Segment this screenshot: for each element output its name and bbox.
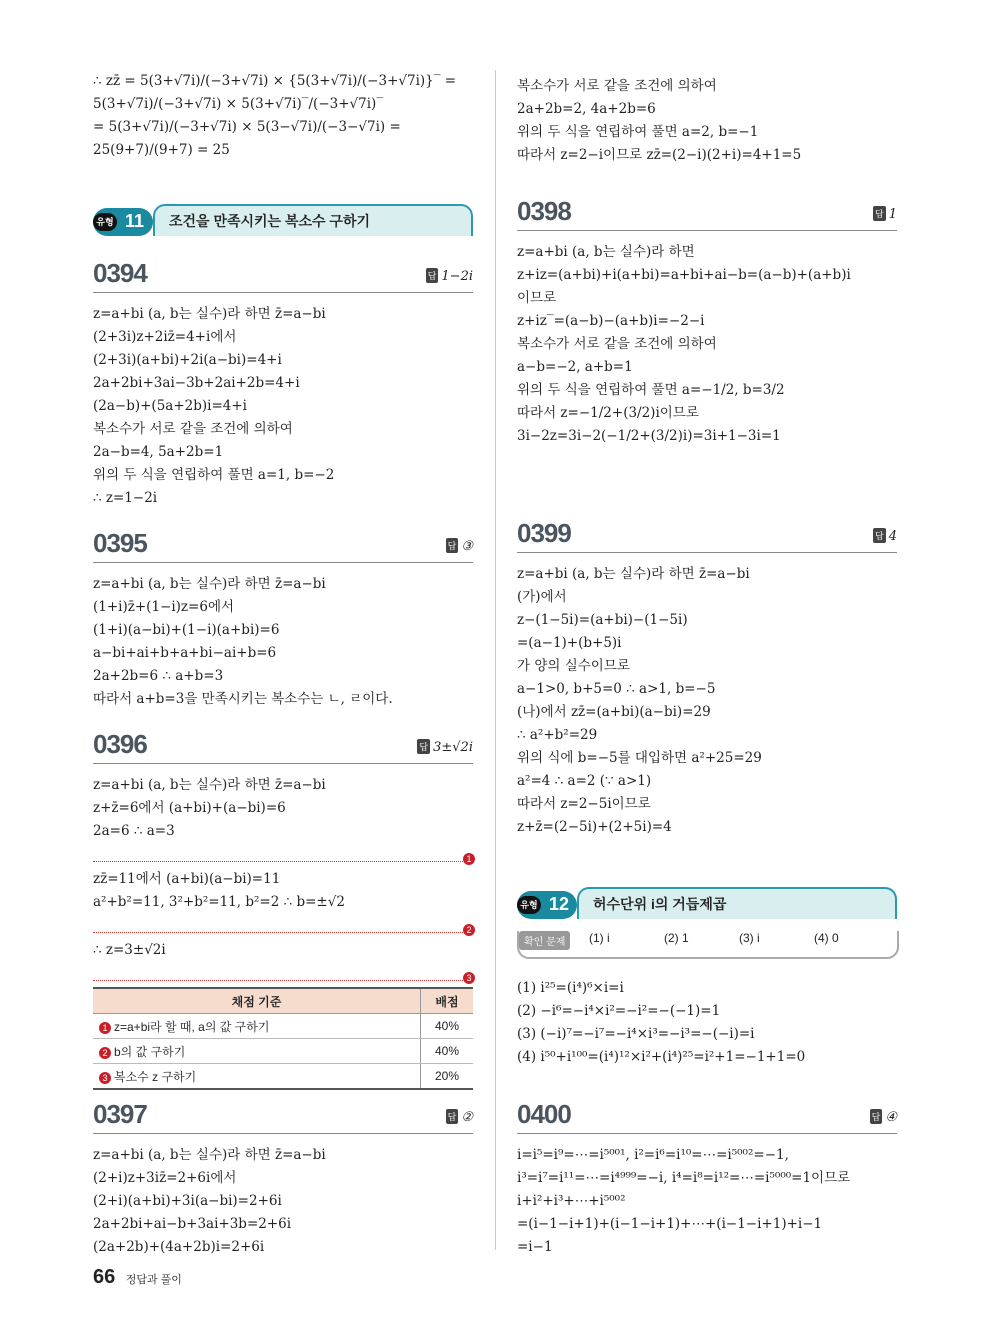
header-criteria: 채점 기준 bbox=[93, 988, 421, 1014]
problem-number: 0397 bbox=[93, 1099, 147, 1129]
solution-line: z−(1−5i)=(a+bi)−(1−5i) bbox=[517, 612, 688, 628]
solution-body bbox=[517, 241, 897, 448]
step-marker: 1 bbox=[463, 853, 475, 865]
solution-line: 2a=6 ∴ a=3 bbox=[93, 823, 175, 839]
solution-line: a−bi+ai+b+a+bi−ai+b=6 bbox=[93, 645, 277, 661]
solution-line: =i−1 bbox=[517, 1239, 553, 1255]
part-2 bbox=[93, 868, 473, 914]
problem-0397 bbox=[93, 1099, 473, 1259]
step-divider bbox=[93, 966, 472, 983]
solution-line: 따라서 a+b=3을 만족시키는 복소수는 ㄴ, ㄹ이다. bbox=[93, 691, 393, 707]
table-row: 1 z=a+bi라 할 때, a의 값 구하기 40% bbox=[93, 1014, 473, 1039]
solution-line: =(i−1−i+1)+(i−1−i+1)+⋯+(i−1−i+1)+i−1 bbox=[517, 1216, 823, 1232]
solution-line: (2+3i)(a+bi)+2i(a−bi)=4+i bbox=[93, 352, 282, 368]
solution-line: (1+i)(a−bi)+(1−i)(a+bi)=6 bbox=[93, 622, 280, 638]
solution-line: 2a+2b=2, 4a+2b=6 bbox=[517, 101, 656, 117]
solution-line: zz̄=11에서 (a+bi)(a−bi)=11 bbox=[93, 871, 281, 887]
solution-line: 복소수가 서로 같을 조건에 의하여 bbox=[93, 421, 293, 437]
solution-line: 3i−2z=3i−2(−1/2+(3/2)i)=3i+1−3i=1 bbox=[517, 428, 781, 444]
type-12-solution bbox=[517, 977, 897, 1069]
solution-line: z+iz=(a+bi)+i(a+bi)=a+bi+ai−b=(a−b)+(a+b)i bbox=[517, 267, 851, 283]
answer: 답 4 bbox=[875, 529, 897, 544]
solution-line: (2+i)z+3iz̄=2+6i에서 bbox=[93, 1170, 237, 1186]
intro-solution bbox=[93, 70, 473, 162]
problem-0394 bbox=[93, 258, 473, 510]
solution-line: (가)에서 bbox=[517, 589, 567, 605]
type-number: 12 bbox=[549, 894, 570, 914]
solution-line: z+z̄=6에서 (a+bi)+(a−bi)=6 bbox=[93, 800, 286, 816]
solution-line: (2+i)(a+bi)+3i(a−bi)=2+6i bbox=[93, 1193, 282, 1209]
solution-line: z=a+bi (a, b는 실수)라 하면 bbox=[517, 244, 695, 260]
problem-number: 0400 bbox=[517, 1099, 571, 1129]
problem-number: 0396 bbox=[93, 729, 147, 759]
solution-line: z=a+bi (a, b는 실수)라 하면 z̄=a−bi bbox=[93, 306, 326, 322]
solution-line: 2a+2bi+3ai−3b+2ai+2b=4+i bbox=[93, 375, 300, 391]
check-label: 확인 문제 bbox=[519, 931, 570, 950]
solution-line: 따라서 z=2−5i이므로 bbox=[517, 796, 651, 812]
solution-body bbox=[93, 303, 473, 510]
solution-line: (2) −i⁶=−i⁴×i²=−i²=−(−1)=1 bbox=[517, 1003, 721, 1019]
step-marker: 2 bbox=[463, 924, 475, 936]
column-divider bbox=[495, 70, 496, 1250]
solution-line: (4) i⁵⁰+i¹⁰⁰=(i⁴)¹²×i²+(i⁴)²⁵=i²+1=−1+1=0 bbox=[517, 1049, 806, 1065]
solution-line: a²+b²=11, 3²+b²=11, b²=2 ∴ b=±√2 bbox=[93, 894, 345, 910]
problem-number: 0395 bbox=[93, 528, 147, 558]
solution-body bbox=[93, 573, 473, 711]
type-title: 조건을 만족시키는 복소수 구하기 bbox=[153, 204, 473, 236]
solution-line: i+i²+i³+⋯+i⁵⁰⁰² bbox=[517, 1193, 626, 1209]
solution-body bbox=[517, 1144, 897, 1259]
solution-line: i³=i⁷=i¹¹=⋯=i⁴⁹⁹⁹=−i, i⁴=i⁸=i¹²=⋯=i⁵⁰⁰⁰=1이므로 bbox=[517, 1170, 851, 1186]
check-item: (1) i bbox=[589, 931, 610, 945]
solution-line: 따라서 z=−1/2+(3/2)i이므로 bbox=[517, 405, 699, 421]
solution-line: (2a+2b)+(4a+2b)i=2+6i bbox=[93, 1239, 265, 1255]
problem-number: 0394 bbox=[93, 258, 147, 288]
answer: 답 ③ bbox=[447, 539, 473, 554]
solution-line: z+iz‾=(a−b)−(a+b)i=−2−i bbox=[517, 313, 705, 329]
solution-line: 위의 두 식을 연립하여 풀면 a=2, b=−1 bbox=[517, 124, 759, 140]
solution-line: z=a+bi (a, b는 실수)라 하면 z̄=a−bi bbox=[517, 566, 750, 582]
answer: 답 ④ bbox=[871, 1110, 897, 1125]
intro-solution bbox=[517, 75, 897, 167]
table-row: 3 복소수 z 구하기 20% bbox=[93, 1064, 473, 1090]
part-3 bbox=[93, 939, 473, 962]
problem-0395 bbox=[93, 528, 473, 711]
table-row: 2 b의 값 구하기 40% bbox=[93, 1039, 473, 1064]
type-badge: 유형 bbox=[93, 213, 117, 231]
type-11-header bbox=[93, 204, 473, 236]
solution-line: ∴ a²+b²=29 bbox=[517, 727, 598, 743]
solution-line: 복소수가 서로 같을 조건에 의하여 bbox=[517, 78, 717, 94]
problem-0398 bbox=[517, 196, 897, 448]
header-points: 배점 bbox=[421, 988, 474, 1014]
solution-line: (1) i²⁵=(i⁴)⁶×i=i bbox=[517, 980, 624, 996]
solution-line: 2a+2bi+ai−b+3ai+3b=2+6i bbox=[93, 1216, 292, 1232]
step-divider bbox=[93, 847, 472, 864]
part-1 bbox=[93, 774, 473, 843]
answer: 답 ② bbox=[447, 1110, 473, 1125]
solution-body bbox=[517, 563, 897, 839]
type-number: 11 bbox=[125, 211, 145, 231]
solution-line: z=a+bi (a, b는 실수)라 하면 z̄=a−bi bbox=[93, 576, 326, 592]
solution-line: 위의 두 식을 연립하여 풀면 a=1, b=−2 bbox=[93, 467, 335, 483]
solution-line: z+z̄=(2−5i)+(2+5i)=4 bbox=[517, 819, 672, 835]
type-badge: 유형 bbox=[517, 896, 541, 914]
solution-line: z=a+bi (a, b는 실수)라 하면 z̄=a−bi bbox=[93, 1147, 326, 1163]
solution-line: 위의 두 식을 연립하여 풀면 a=−1/2, b=3/2 bbox=[517, 382, 785, 398]
page-number: 66 bbox=[93, 1266, 116, 1288]
solution-line: 따라서 z=2−i이므로 zz̄=(2−i)(2+i)=4+1=5 bbox=[517, 147, 802, 163]
check-item: (4) 0 bbox=[814, 931, 839, 945]
solution-line: =(a−1)+(b+5)i bbox=[517, 635, 622, 651]
solution-line: z=a+bi (a, b는 실수)라 하면 z̄=a−bi bbox=[93, 777, 326, 793]
grading-table bbox=[93, 987, 473, 1090]
solution-line: a−b=−2, a+b=1 bbox=[517, 359, 633, 375]
problem-number: 0398 bbox=[517, 196, 571, 226]
solution-line: = 5(3+√7i)/(−3+√7i) × 5(3−√7i)/(−3−√7i) = 25(9+7)/(9+7) = 25 bbox=[93, 119, 401, 158]
solution-line: a−1>0, b+5=0 ∴ a>1, b=−5 bbox=[517, 681, 716, 697]
check-problems bbox=[517, 931, 899, 959]
step-marker: 3 bbox=[463, 972, 475, 984]
solution-line: (나)에서 zz̄=(a+bi)(a−bi)=29 bbox=[517, 704, 711, 720]
footer bbox=[93, 1266, 182, 1289]
solution-line: (2+3i)z+2iz̄=4+i에서 bbox=[93, 329, 237, 345]
answer: 답 1−2i bbox=[427, 269, 473, 284]
problem-0399 bbox=[517, 518, 897, 839]
solution-line: (1+i)z̄+(1−i)z=6에서 bbox=[93, 599, 235, 615]
problem-0400 bbox=[517, 1099, 897, 1259]
solution-line: (2a−b)+(5a+2b)i=4+i bbox=[93, 398, 247, 414]
solution-line: 위의 식에 b=−5를 대입하면 a²+25=29 bbox=[517, 750, 762, 766]
solution-line: ∴ z=1−2i bbox=[93, 490, 158, 506]
solution-line: a²=4 ∴ a=2 (∵ a>1) bbox=[517, 773, 652, 789]
check-item: (2) 1 bbox=[664, 931, 689, 945]
footer-label: 정답과 풀이 bbox=[125, 1274, 182, 1286]
solution-body bbox=[93, 1144, 473, 1259]
solution-line: 2a+2b=6 ∴ a+b=3 bbox=[93, 668, 224, 684]
solution-line: 가 양의 실수이므로 bbox=[517, 658, 630, 674]
step-divider bbox=[93, 918, 472, 935]
problem-number: 0399 bbox=[517, 518, 571, 548]
solution-line: ∴ zz̄ = 5(3+√7i)/(−3+√7i) × {5(3+√7i)/(−3+√7i)}‾ = 5(3+√7i)/(−3+√7i) × 5(3+√7i)‾/(−3+√7i)‾ bbox=[93, 73, 457, 112]
check-item: (3) i bbox=[739, 931, 760, 945]
type-12-header bbox=[517, 887, 897, 948]
solution-line: (3) (−i)⁷=−i⁷=−i⁴×i³=−i³=−(−i)=i bbox=[517, 1026, 755, 1042]
solution-line: 복소수가 서로 같을 조건에 의하여 bbox=[517, 336, 717, 352]
solution-line: 2a−b=4, 5a+2b=1 bbox=[93, 444, 224, 460]
solution-line: i=i⁵=i⁹=⋯=i⁵⁰⁰¹, i²=i⁶=i¹⁰=⋯=i⁵⁰⁰²=−1, bbox=[517, 1147, 789, 1163]
solution-line: 이므로 bbox=[517, 290, 557, 306]
problem-0396 bbox=[93, 729, 473, 1090]
answer: 답 1 bbox=[875, 207, 897, 222]
answer: 답 3±√2i bbox=[419, 740, 473, 755]
type-title: 허수단위 i의 거듭제곱 bbox=[577, 887, 897, 919]
solution-line: ∴ z=3±√2i bbox=[93, 942, 166, 958]
